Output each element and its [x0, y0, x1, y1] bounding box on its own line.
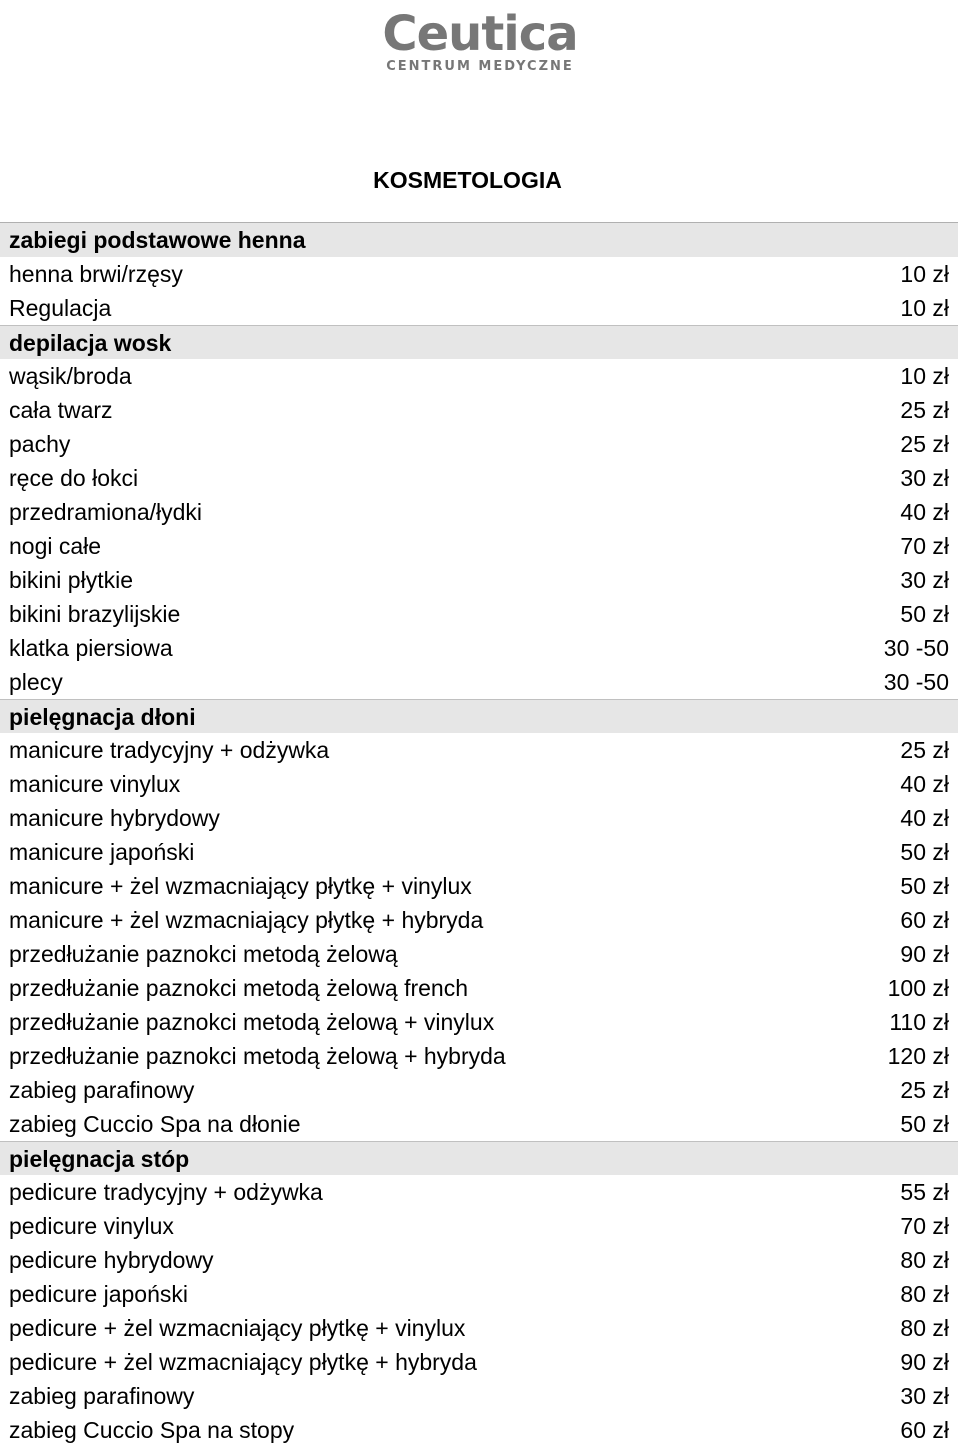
service-name: Regulacja: [9, 295, 112, 321]
service-name: cała twarz: [9, 397, 113, 423]
price-row: [0, 937, 958, 971]
service-name: manicure hybrydowy: [9, 805, 220, 831]
service-name: nogi całe: [9, 533, 102, 559]
service-price: 80 zł: [900, 1281, 949, 1307]
price-row: [0, 1073, 958, 1107]
service-name: przedłużanie paznokci metodą żelową + hybryda: [9, 1043, 506, 1069]
price-row: [0, 835, 958, 869]
service-name: zabieg parafinowy: [9, 1383, 195, 1409]
price-row: [0, 393, 958, 427]
service-price: 40 zł: [900, 771, 949, 797]
price-row: [0, 1345, 958, 1379]
price-row: [0, 495, 958, 529]
service-name: przedłużanie paznokci metodą żelową: [9, 941, 398, 967]
service-name: bikini brazylijskie: [9, 601, 181, 627]
service-name: wąsik/broda: [9, 363, 132, 389]
price-row: [0, 801, 958, 835]
price-row: [0, 359, 958, 393]
price-row: [0, 1175, 958, 1209]
service-name: klatka piersiowa: [9, 635, 173, 661]
service-price: 60 zł: [900, 1417, 949, 1443]
service-price: 50 zł: [900, 601, 949, 627]
service-price: 30 zł: [900, 1383, 949, 1409]
section-title: zabiegi podstawowe henna: [9, 227, 306, 253]
service-price: 90 zł: [900, 941, 949, 967]
price-row: [0, 1039, 958, 1073]
service-price: 30 zł: [900, 465, 949, 491]
logo-subtitle: CENTRUM MEDYCZNE: [386, 59, 574, 74]
price-row: [0, 1379, 958, 1413]
price-row: [0, 869, 958, 903]
price-list-table: [0, 222, 958, 1447]
service-name: przedłużanie paznokci metodą żelową french: [9, 975, 468, 1001]
service-price: 25 zł: [900, 1077, 949, 1103]
service-price: 110 zł: [889, 1009, 949, 1035]
service-price: 50 zł: [900, 839, 949, 865]
section-title: depilacja wosk: [9, 330, 172, 356]
section-title: pielęgnacja dłoni: [9, 704, 196, 730]
price-row: [0, 529, 958, 563]
price-row: [0, 1277, 958, 1311]
section-header: [0, 1141, 958, 1175]
price-row: [0, 1005, 958, 1039]
price-row: [0, 291, 958, 325]
service-price: 120 zł: [887, 1043, 949, 1069]
price-row: [0, 733, 958, 767]
service-price: 40 zł: [900, 805, 949, 831]
service-name: manicure vinylux: [9, 771, 181, 797]
price-row: [0, 563, 958, 597]
service-name: manicure tradycyjny + odżywka: [9, 737, 330, 763]
service-price: 70 zł: [900, 1213, 949, 1239]
service-name: zabieg Cuccio Spa na dłonie: [9, 1111, 301, 1137]
service-name: ręce do łokci: [9, 465, 139, 491]
service-price: 10 zł: [900, 261, 949, 287]
price-row: [0, 767, 958, 801]
service-price: 25 zł: [900, 737, 949, 763]
service-name: zabieg Cuccio Spa na stopy: [9, 1417, 295, 1443]
service-name: przedłużanie paznokci metodą żelową + vinylux: [9, 1009, 495, 1035]
service-name: manicure + żel wzmacniający płytkę + hybryda: [9, 907, 484, 933]
service-price: 70 zł: [900, 533, 949, 559]
service-name: pedicure hybrydowy: [9, 1247, 214, 1273]
price-row: [0, 257, 958, 291]
price-row: [0, 597, 958, 631]
service-name: manicure + żel wzmacniający płytkę + vinylux: [9, 873, 472, 899]
service-price: 10 zł: [900, 295, 949, 321]
price-row: [0, 1413, 958, 1447]
price-row: [0, 971, 958, 1005]
service-price: 80 zł: [900, 1247, 949, 1273]
service-price: 10 zł: [900, 363, 949, 389]
service-price: 55 zł: [900, 1179, 949, 1205]
section-header: [0, 325, 958, 359]
price-row: [0, 903, 958, 937]
price-row: [0, 1107, 958, 1141]
service-price: 30 -50: [883, 669, 949, 695]
service-name: pedicure japoński: [9, 1281, 189, 1307]
service-price: 60 zł: [900, 907, 949, 933]
price-row: [0, 427, 958, 461]
service-name: manicure japoński: [9, 839, 195, 865]
price-row: [0, 1209, 958, 1243]
price-row: [0, 461, 958, 495]
service-name: zabieg parafinowy: [9, 1077, 195, 1103]
service-name: przedramiona/łydki: [9, 499, 203, 525]
service-name: pedicure + żel wzmacniający płytkę + hybryda: [9, 1349, 477, 1375]
service-name: pedicure vinylux: [9, 1213, 174, 1239]
service-price: 80 zł: [900, 1315, 949, 1341]
section-header: [0, 223, 958, 257]
section-title: pielęgnacja stóp: [9, 1146, 190, 1172]
page-title: KOSMETOLOGIA: [373, 167, 562, 193]
service-price: 100 zł: [887, 975, 949, 1001]
service-name: pedicure tradycyjny + odżywka: [9, 1179, 323, 1205]
price-row: [0, 631, 958, 665]
service-price: 30 zł: [900, 567, 949, 593]
service-price: 25 zł: [900, 431, 949, 457]
service-name: pachy: [9, 431, 71, 457]
service-price: 25 zł: [900, 397, 949, 423]
service-price: 50 zł: [900, 873, 949, 899]
logo-wordmark: Ceutica: [382, 6, 578, 62]
service-price: 50 zł: [900, 1111, 949, 1137]
price-row: [0, 665, 958, 699]
service-name: bikini płytkie: [9, 567, 133, 593]
section-header: [0, 699, 958, 733]
service-name: plecy: [9, 669, 63, 695]
service-name: henna brwi/rzęsy: [9, 261, 183, 287]
service-name: pedicure + żel wzmacniający płytkę + vinylux: [9, 1315, 466, 1341]
price-row: [0, 1243, 958, 1277]
clinic-logo: [0, 6, 960, 74]
service-price: 40 zł: [900, 499, 949, 525]
service-price: 90 zł: [900, 1349, 949, 1375]
price-row: [0, 1311, 958, 1345]
service-price: 30 -50: [883, 635, 949, 661]
